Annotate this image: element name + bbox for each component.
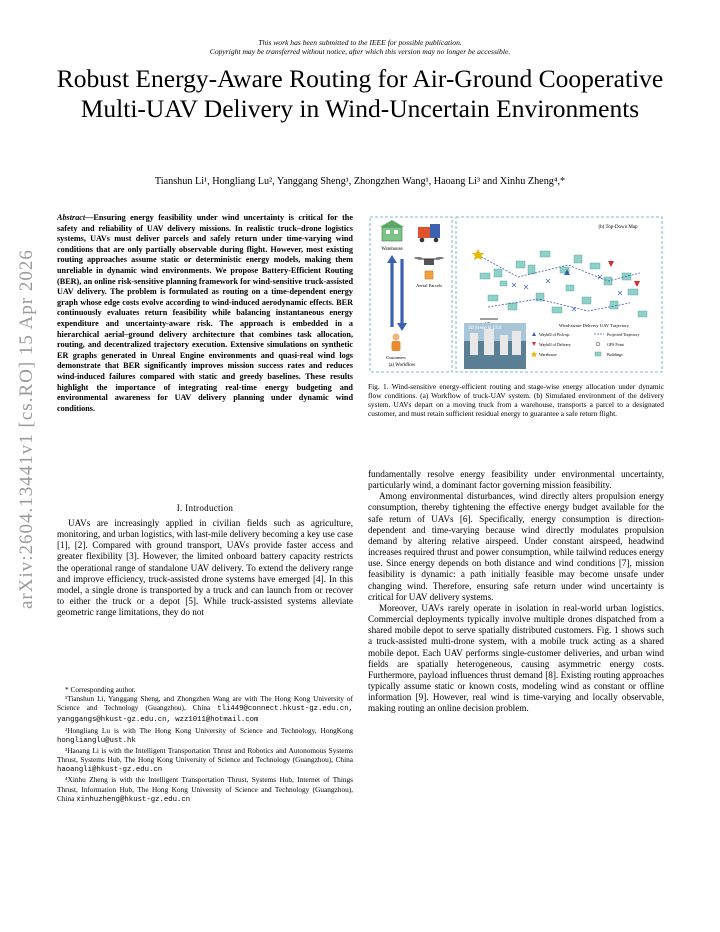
panel-b-label: (b) Top-Down Map [598,225,638,230]
parcel-icon [425,271,433,279]
trajectory-title: Wind-aware Delivery UAV Trajectory [558,323,630,328]
paragraph: Among environmental disturbances, wind directly alters propulsion energy consumption, thereby tightening the effective energy budget available for the safe return of UAVs [6]. Specifically, energy consumption is direction-dependent and time-varying because wind directly modulates propulsion demand by altering relative airspeed. Under constant airspeed, headwind increases required thrust and power consumption, while tailwind reduces energy use. Since energy depends on both distance and wind conditions [7], mission feasibility is dynamic: a path initially feasible may become unsafe under changing wind. Therefore, ensuring safe return under wind uncertainty is critical for UAV delivery systems. [368,491,664,602]
paper-title: Robust Energy-Aware Routing for Air-Ground Cooperative Multi-UAV Delivery in Wind-Uncertain Environments [56,64,664,123]
footnote-3 [57,746,353,775]
paragraph: UAVs are increasingly applied in civilian fields such as agriculture, monitoring, and urban logistics, with last-mile delivery becoming a key use case [1], [2]. Compared with ground transport, UAVs provide faster access and greater flexibility [3]. However, the limited onboard battery capacity restricts the operational range of standalone UAV delivery. To extend the delivery range and improve efficiency, truck-assisted drone systems have emerged [4]. In this model, a single drone is transported by a truck and can launch from or recover to either the truck or a depot [5]. While truck-assisted systems alleviate geometric range limitations, they do not [57,518,353,618]
footnote-1 [57,694,353,725]
footnote-4-text: ⁴Xinhu Zheng is with the Intelligent Transportation Thrust, Systems Hub, Internet of Things Thrust, Information Hub, The Hong Kong University of Science and Technology (Guangzhou), China [57,775,353,803]
panel-a-warehouse-label: Warehouse [381,247,403,252]
footnote-1-emails[interactable]: yanggangs@hkust-gz.edu.cn, wzz1011@hotmail.com [57,716,259,725]
publication-notice-line2: Copyright may be transferred without notice, after which this version may no longer be accessible. [209,47,511,56]
section-heading: I. Introduction [176,503,234,513]
footnotes [57,685,353,805]
footnote-4 [57,775,353,804]
publication-notice-line1: This work has been submitted to the IEEE for possible publication. [258,38,462,47]
footnote-2-text: ²Hongliang Lu is with The Hong Kong University of Science and Technology, HongKong [65,725,353,735]
paragraph: Moreover, UAVs rarely operate in isolation in real-world urban logistics. Commercial deployments typically involve multiple drones dispatched from a shared mobile depot to serve spatially distributed customers. Fig. 1 shows such a truck-assisted multi-drone system, with a mobile truck acting as a shared mobile depot. Each UAV performs single-customer deliveries, and urban wind fields are spatially heterogeneous, causing asymmetric energy costs. Furthermore, payload influences thrust demand [8]. Existing routing approaches typically assume static or known costs, modeling wind as constant or offline information [9]. However, real wind is time-varying and locally observable, making routing an online decision problem. [368,602,664,714]
legend-item: Projected Trajectory [607,332,640,337]
abstract-lead: Abstract [57,213,86,222]
legend-item: Warehouse [539,352,557,357]
panel-a-caption-label: (a) Workflow [388,363,416,368]
arxiv-identifier: arXiv:2604.13441v1 [cs.RO] 15 Apr 2026 [16,249,37,609]
footnote-4-email[interactable]: xinhuzheng@hkust-gz.edu.cn [76,795,191,804]
customer-icon [392,334,401,352]
abstract-body: —Ensuring energy feasibility under wind uncertainty is critical for the safety and reliability of UAV delivery missions. In realistic truck–drone logistics systems, UAVs must deliver parcels and safely return under time-varying wind conditions that are only partially observable during flight. However, most existing routing approaches assume static or deterministic energy models, making them unreliable in dynamic wind environments. We propose Battery-Efficient Routing (BER), an online risk-sensitive planning framework for wind-sensitive truck-assisted UAV delivery. The problem is formulated as routing on a time-dependent energy graph whose edge costs evolve according to wind-induced aerodynamic effects. BER continuously evaluates return feasibility while balancing instantaneous energy expenditure and uncertainty-aware risk. The approach is embedded in a hierarchical aerial–ground delivery architecture that combines task allocation, routing, and decentralized trajectory execution. Extensive simulations on synthetic ER graphs generated in Unreal Engine environments and quasi-real wind logs demonstrate that BER significantly improves mission success rates and reduces wind-induced failures compared with static and greedy baselines. These results highlight the importance of integrating real-time energy budgeting and environmental awareness for UAV delivery planning under dynamic wind conditions. [57,213,353,413]
figure-1 [368,215,664,375]
figure-caption: Fig. 1. Wind-sensitive energy-efficient routing and stage-wise energy allocation under dynamic flow conditions. (a) Workflow of truck-UAV system. (b) Simulated environment of the delivery system. UAVs depart on a moving truck from a warehouse, transports a parcel to a designated customer, and must retain sufficient residual energy to guarantee a safe return flight. [368,382,664,419]
legend-item: GPS Point [607,342,624,347]
panel-a-customers-label: Customers [386,355,406,360]
footnote-1-email[interactable]: tli449@connect.hkust-gz.edu.cn, [217,705,353,714]
footnote-3-email[interactable]: haoangli@hkust-gz.edu.cn [57,766,163,775]
footnote-corresponding: * Corresponding author. [65,685,136,694]
intro-right-column [368,469,664,714]
legend-item: Waybill of Delivery [539,342,571,347]
ue4-scene-label: 3D Scene in UE4 [468,326,502,331]
intro-left-column [57,518,353,618]
footnote-3-text: ³Haoang Li is with the Intelligent Transportation Thrust and Robotics and Autonomous Systems Thrust, Systems Hub, The Hong Kong University of Science and Technology (Guangzhou), China [57,745,353,765]
author-list: Tianshun Li¹, Hongliang Lu², Yanggang Sheng¹, Zhongzhen Wang¹, Haoang Li³ and Xinhu Zheng⁴,* [154,176,566,187]
legend-buildings-symbol [595,352,601,356]
footnote-1-text: ¹Tianshun Li, Yanggang Sheng, and Zhongzhen Wang are with The Hong Kong University of Science and Technology (Guangzhou), China [57,694,353,713]
paragraph: fundamentally resolve energy feasibility under environmental uncertainty, particularly wind, a dominant factor governing mission feasibility. [368,469,664,491]
footnote-2 [57,726,353,746]
legend-item: Waybill of Pick-up [539,332,570,337]
legend-item: Buildings [607,352,623,357]
abstract [57,213,353,414]
panel-a-aerial-label: Aerial Parcels [416,283,442,288]
footnote-2-email[interactable]: honglianglu@ust.hk [57,736,136,745]
